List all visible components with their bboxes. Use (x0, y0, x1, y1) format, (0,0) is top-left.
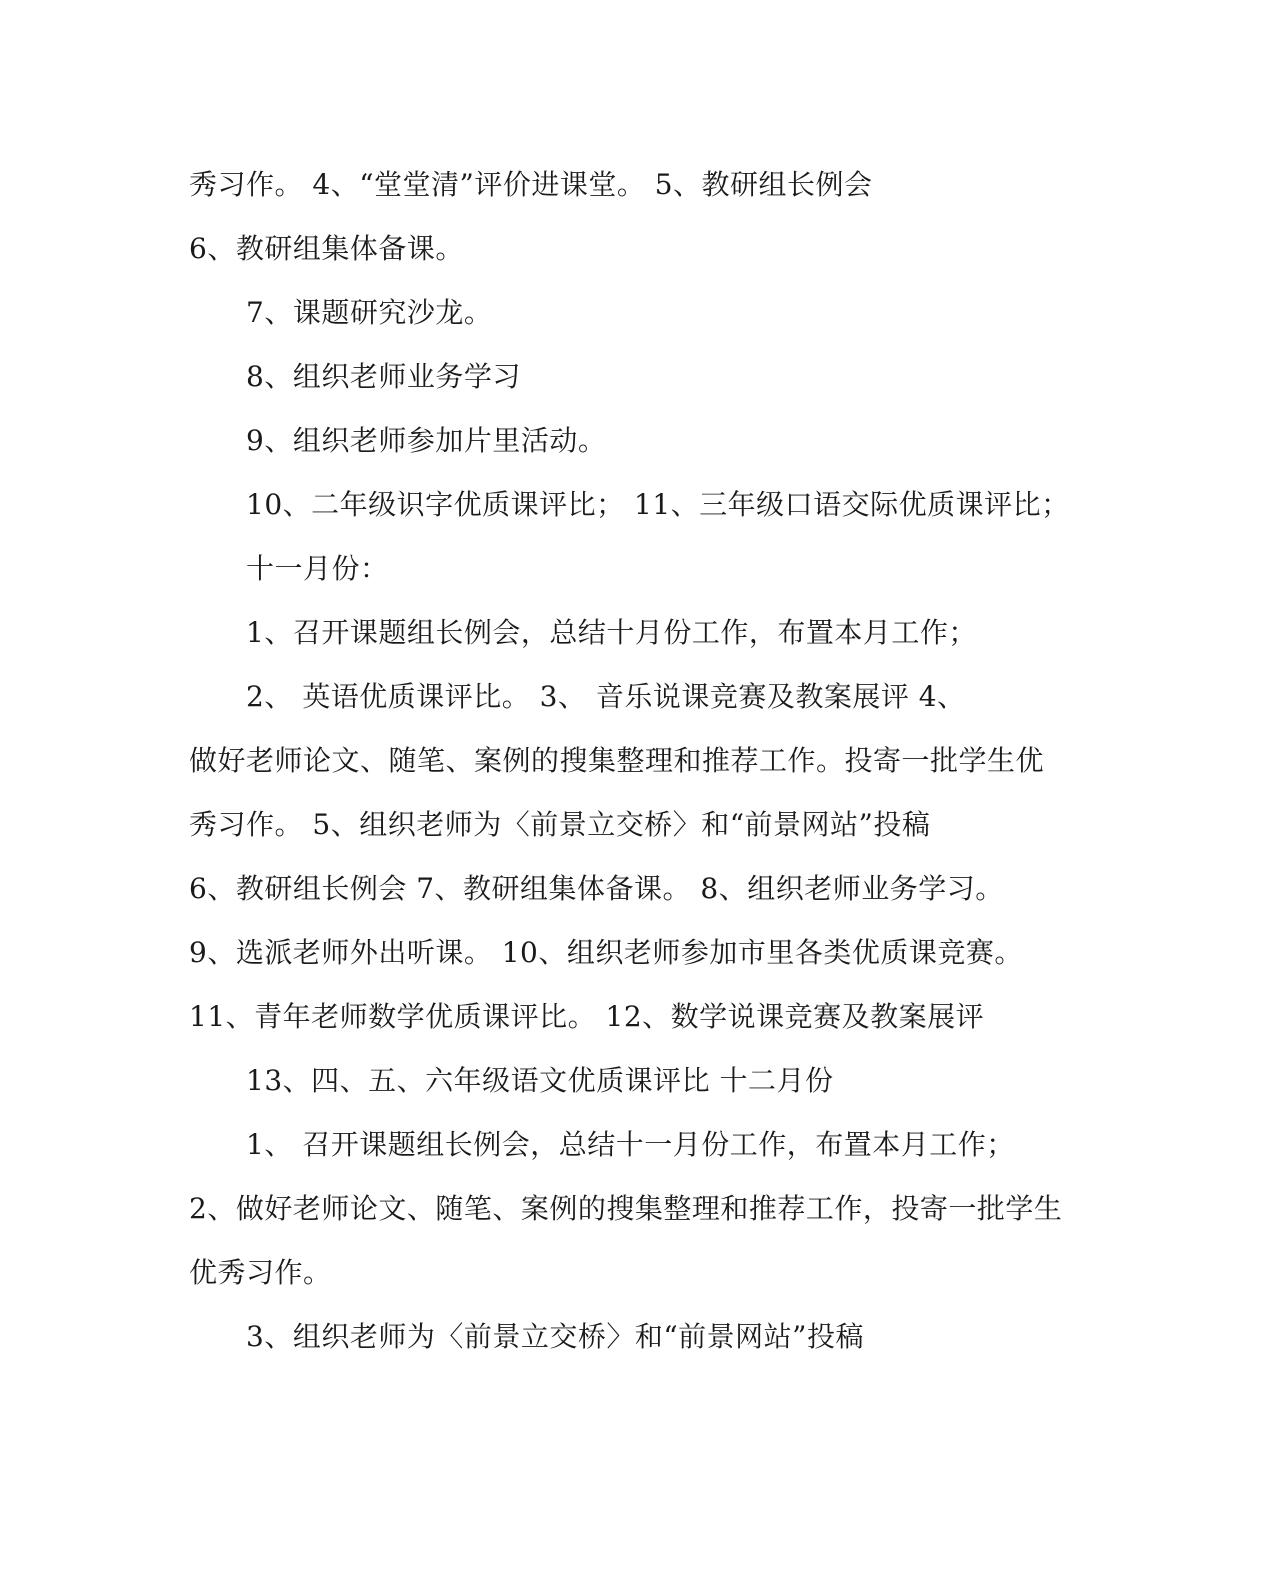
section-heading: 十一月份： (246, 552, 389, 585)
text-line: 11、青年老师数学优质课评比。 12、数学说课竞赛及教案展评 (189, 1000, 985, 1033)
text-line: 2、做好老师论文、随笔、案例的搜集整理和推荐工作，投寄一批学生 (189, 1192, 1063, 1225)
text-line: 2、 英语优质课评比。 3、 音乐说课竞赛及教案展评 4、 (246, 680, 966, 713)
text-line: 6、教研组长例会 7、教研组集体备课。 8、组织老师业务学习。 (189, 872, 1004, 905)
text-line: 9、组织老师参加片里活动。 (246, 424, 607, 457)
text-line: 7、课题研究沙龙。 (246, 296, 493, 329)
text-line: 13、四、五、六年级语文优质课评比 十二月份 (246, 1064, 834, 1097)
text-line: 1、召开课题组长例会，总结十月份工作，布置本月工作； (246, 616, 977, 649)
text-line: 1、 召开课题组长例会，总结十一月份工作，布置本月工作； (246, 1128, 1015, 1161)
text-line: 做好老师论文、随笔、案例的搜集整理和推荐工作。投寄一批学生优 (189, 744, 1045, 777)
text-line: 6、教研组集体备课。 (189, 232, 464, 265)
text-line: 8、组织老师业务学习 (246, 360, 521, 393)
text-line: 10、二年级识字优质课评比； 11、三年级口语交际优质课评比； (246, 488, 1070, 521)
text-line: 秀习作。 5、组织老师为〈前景立交桥〉和“前景网站”投稿 (189, 808, 931, 841)
text-line: 3、组织老师为〈前景立交桥〉和“前景网站”投稿 (246, 1320, 864, 1353)
text-line: 优秀习作。 (189, 1256, 332, 1289)
text-line: 9、选派老师外出听课。 10、组织老师参加市里各类优质课竞赛。 (189, 936, 1023, 969)
text-line: 秀习作。 4、“堂堂清”评价进课堂。 5、教研组长例会 (189, 168, 873, 201)
document-body (189, 163, 1089, 1379)
